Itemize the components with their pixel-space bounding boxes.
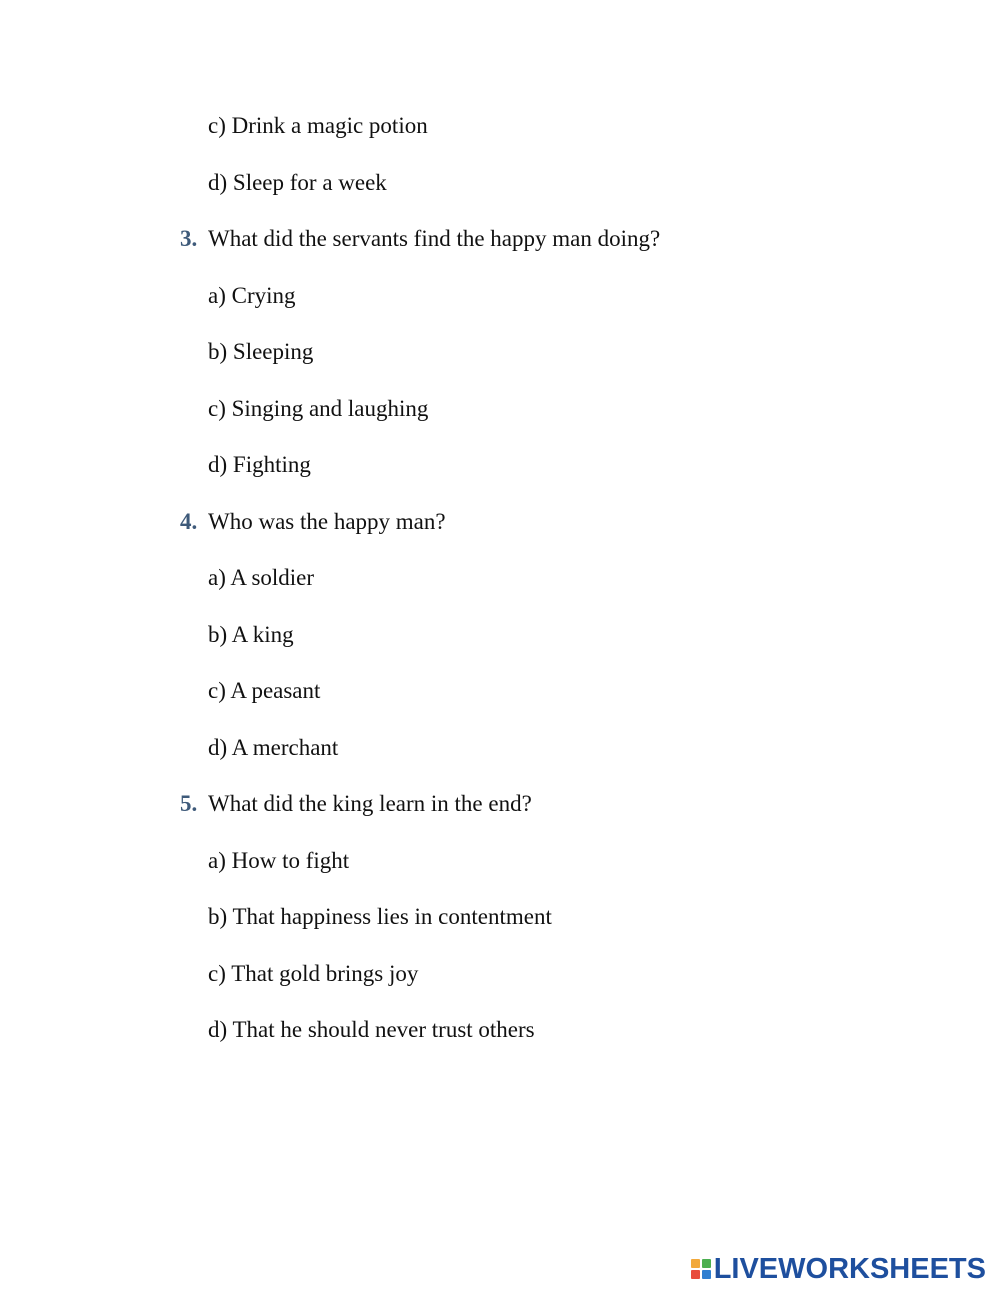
liveworksheets-logo-icon bbox=[691, 1259, 711, 1279]
answer-option: a) How to fight bbox=[208, 848, 350, 873]
answer-option: d) That he should never trust others bbox=[208, 1017, 535, 1042]
question-number: 3. bbox=[180, 226, 198, 251]
answer-option: c) Drink a magic potion bbox=[208, 113, 428, 138]
question-number: 5. bbox=[180, 791, 198, 816]
question bbox=[180, 225, 660, 253]
brand-name: LIVEWORKSHEETS bbox=[713, 1253, 986, 1285]
answer-option: c) A peasant bbox=[208, 678, 321, 703]
question bbox=[180, 790, 532, 818]
logo-square-1 bbox=[691, 1259, 700, 1268]
answer-option: c) That gold brings joy bbox=[208, 961, 419, 986]
logo-square-2 bbox=[702, 1259, 711, 1268]
answer-option: d) Sleep for a week bbox=[208, 170, 387, 195]
question-text: What did the servants find the happy man doing? bbox=[208, 226, 661, 251]
question bbox=[180, 508, 446, 536]
question-text: What did the king learn in the end? bbox=[208, 791, 532, 816]
liveworksheets-brand[interactable] bbox=[691, 1254, 986, 1284]
logo-square-4 bbox=[702, 1270, 711, 1279]
question-text: Who was the happy man? bbox=[208, 509, 446, 534]
answer-option: a) Crying bbox=[208, 283, 296, 308]
answer-option: d) A merchant bbox=[208, 735, 339, 760]
logo-square-3 bbox=[691, 1270, 700, 1279]
question-number: 4. bbox=[180, 509, 198, 534]
answer-option: b) A king bbox=[208, 622, 294, 647]
answer-option: c) Singing and laughing bbox=[208, 396, 429, 421]
answer-option: b) Sleeping bbox=[208, 339, 314, 364]
answer-option: b) That happiness lies in contentment bbox=[208, 904, 552, 929]
answer-option: d) Fighting bbox=[208, 452, 311, 477]
answer-option: a) A soldier bbox=[208, 565, 315, 590]
